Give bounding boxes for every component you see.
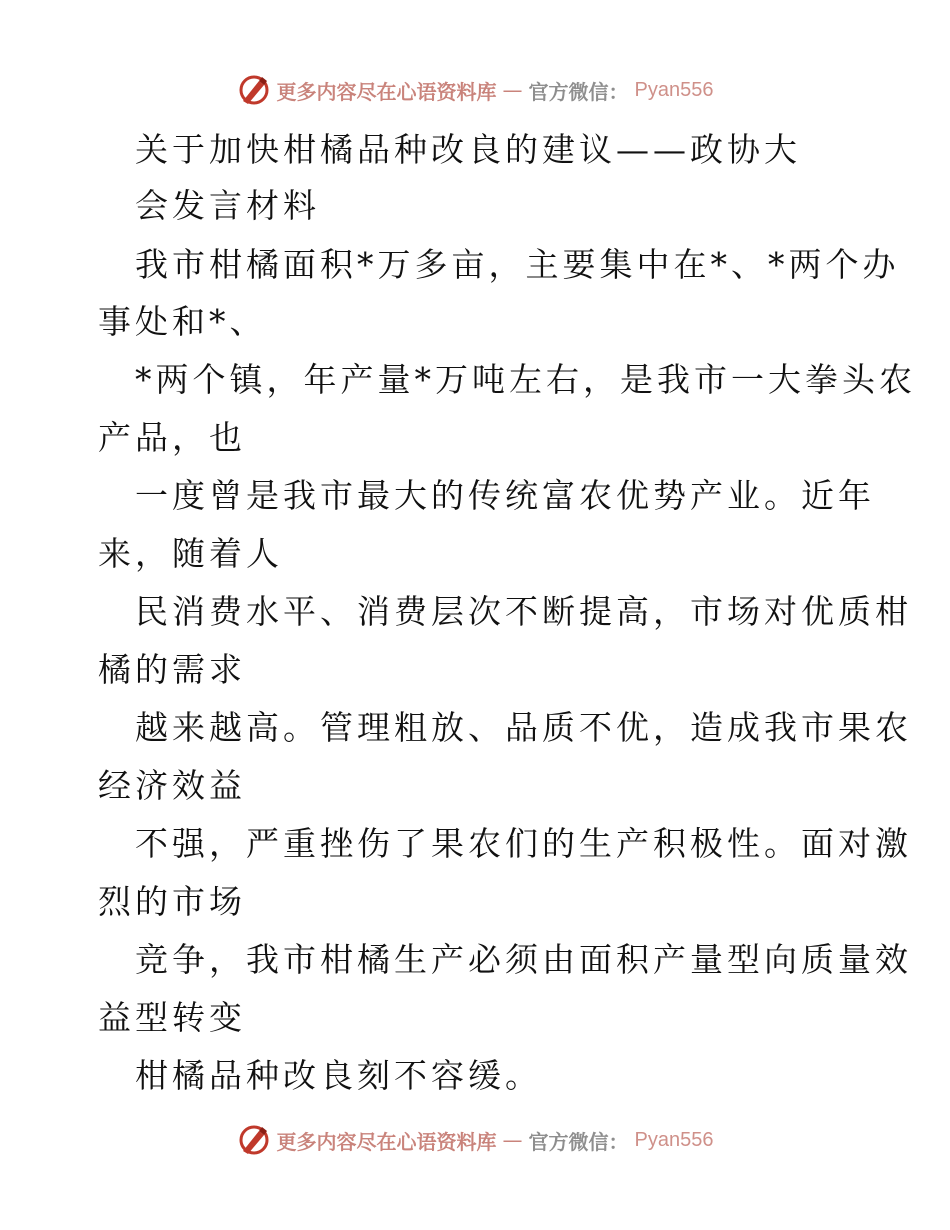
document-title-line-2: 会发言材料 bbox=[135, 186, 320, 225]
paragraph-line: 橘的需求 bbox=[98, 650, 246, 689]
paragraph-line: 越来越高。管理粗放、品质不优，造成我市果农 bbox=[135, 708, 912, 747]
watermark-dash: — bbox=[502, 78, 523, 102]
paragraph-line: 柑橘品种改良刻不容缓。 bbox=[135, 1056, 542, 1095]
paragraph-line: 事处和*、 bbox=[98, 302, 267, 341]
watermark-official-label: 官方微信： bbox=[528, 79, 629, 104]
pen-logo-icon bbox=[237, 73, 271, 107]
header-watermark bbox=[0, 70, 950, 110]
pen-logo-icon bbox=[237, 1123, 271, 1157]
paragraph-line: 烈的市场 bbox=[98, 882, 246, 921]
paragraph-line: 不强，严重挫伤了果农们的生产积极性。面对激 bbox=[135, 824, 912, 863]
watermark-wechat-id: Pyan556 bbox=[634, 1128, 714, 1151]
watermark-dash: — bbox=[502, 1128, 523, 1152]
watermark-text: 更多内容尽在心语资料库 bbox=[276, 79, 497, 104]
watermark-official-label: 官方微信： bbox=[528, 1129, 629, 1154]
paragraph-line: 我市柑橘面积*万多亩，主要集中在*、*两个办 bbox=[135, 245, 900, 284]
document-title-line-1: 关于加快柑橘品种改良的建议——政协大 bbox=[135, 130, 801, 169]
paragraph-line: 益型转变 bbox=[98, 998, 246, 1037]
watermark-text: 更多内容尽在心语资料库 bbox=[276, 1129, 497, 1154]
paragraph-line: 一度曾是我市最大的传统富农优势产业。近年 bbox=[135, 476, 875, 515]
watermark-wechat-id: Pyan556 bbox=[634, 78, 714, 101]
paragraph-line: 经济效益 bbox=[98, 766, 246, 805]
paragraph-line: 竞争，我市柑橘生产必须由面积产量型向质量效 bbox=[135, 940, 912, 979]
paragraph-line: 民消费水平、消费层次不断提高，市场对优质柑 bbox=[135, 592, 912, 631]
footer-watermark bbox=[0, 1120, 950, 1160]
paragraph-line: 产品，也 bbox=[98, 418, 246, 457]
paragraph-line: *两个镇，年产量*万吨左右，是我市一大拳头农 bbox=[135, 360, 916, 399]
paragraph-line: 来，随着人 bbox=[98, 534, 283, 573]
